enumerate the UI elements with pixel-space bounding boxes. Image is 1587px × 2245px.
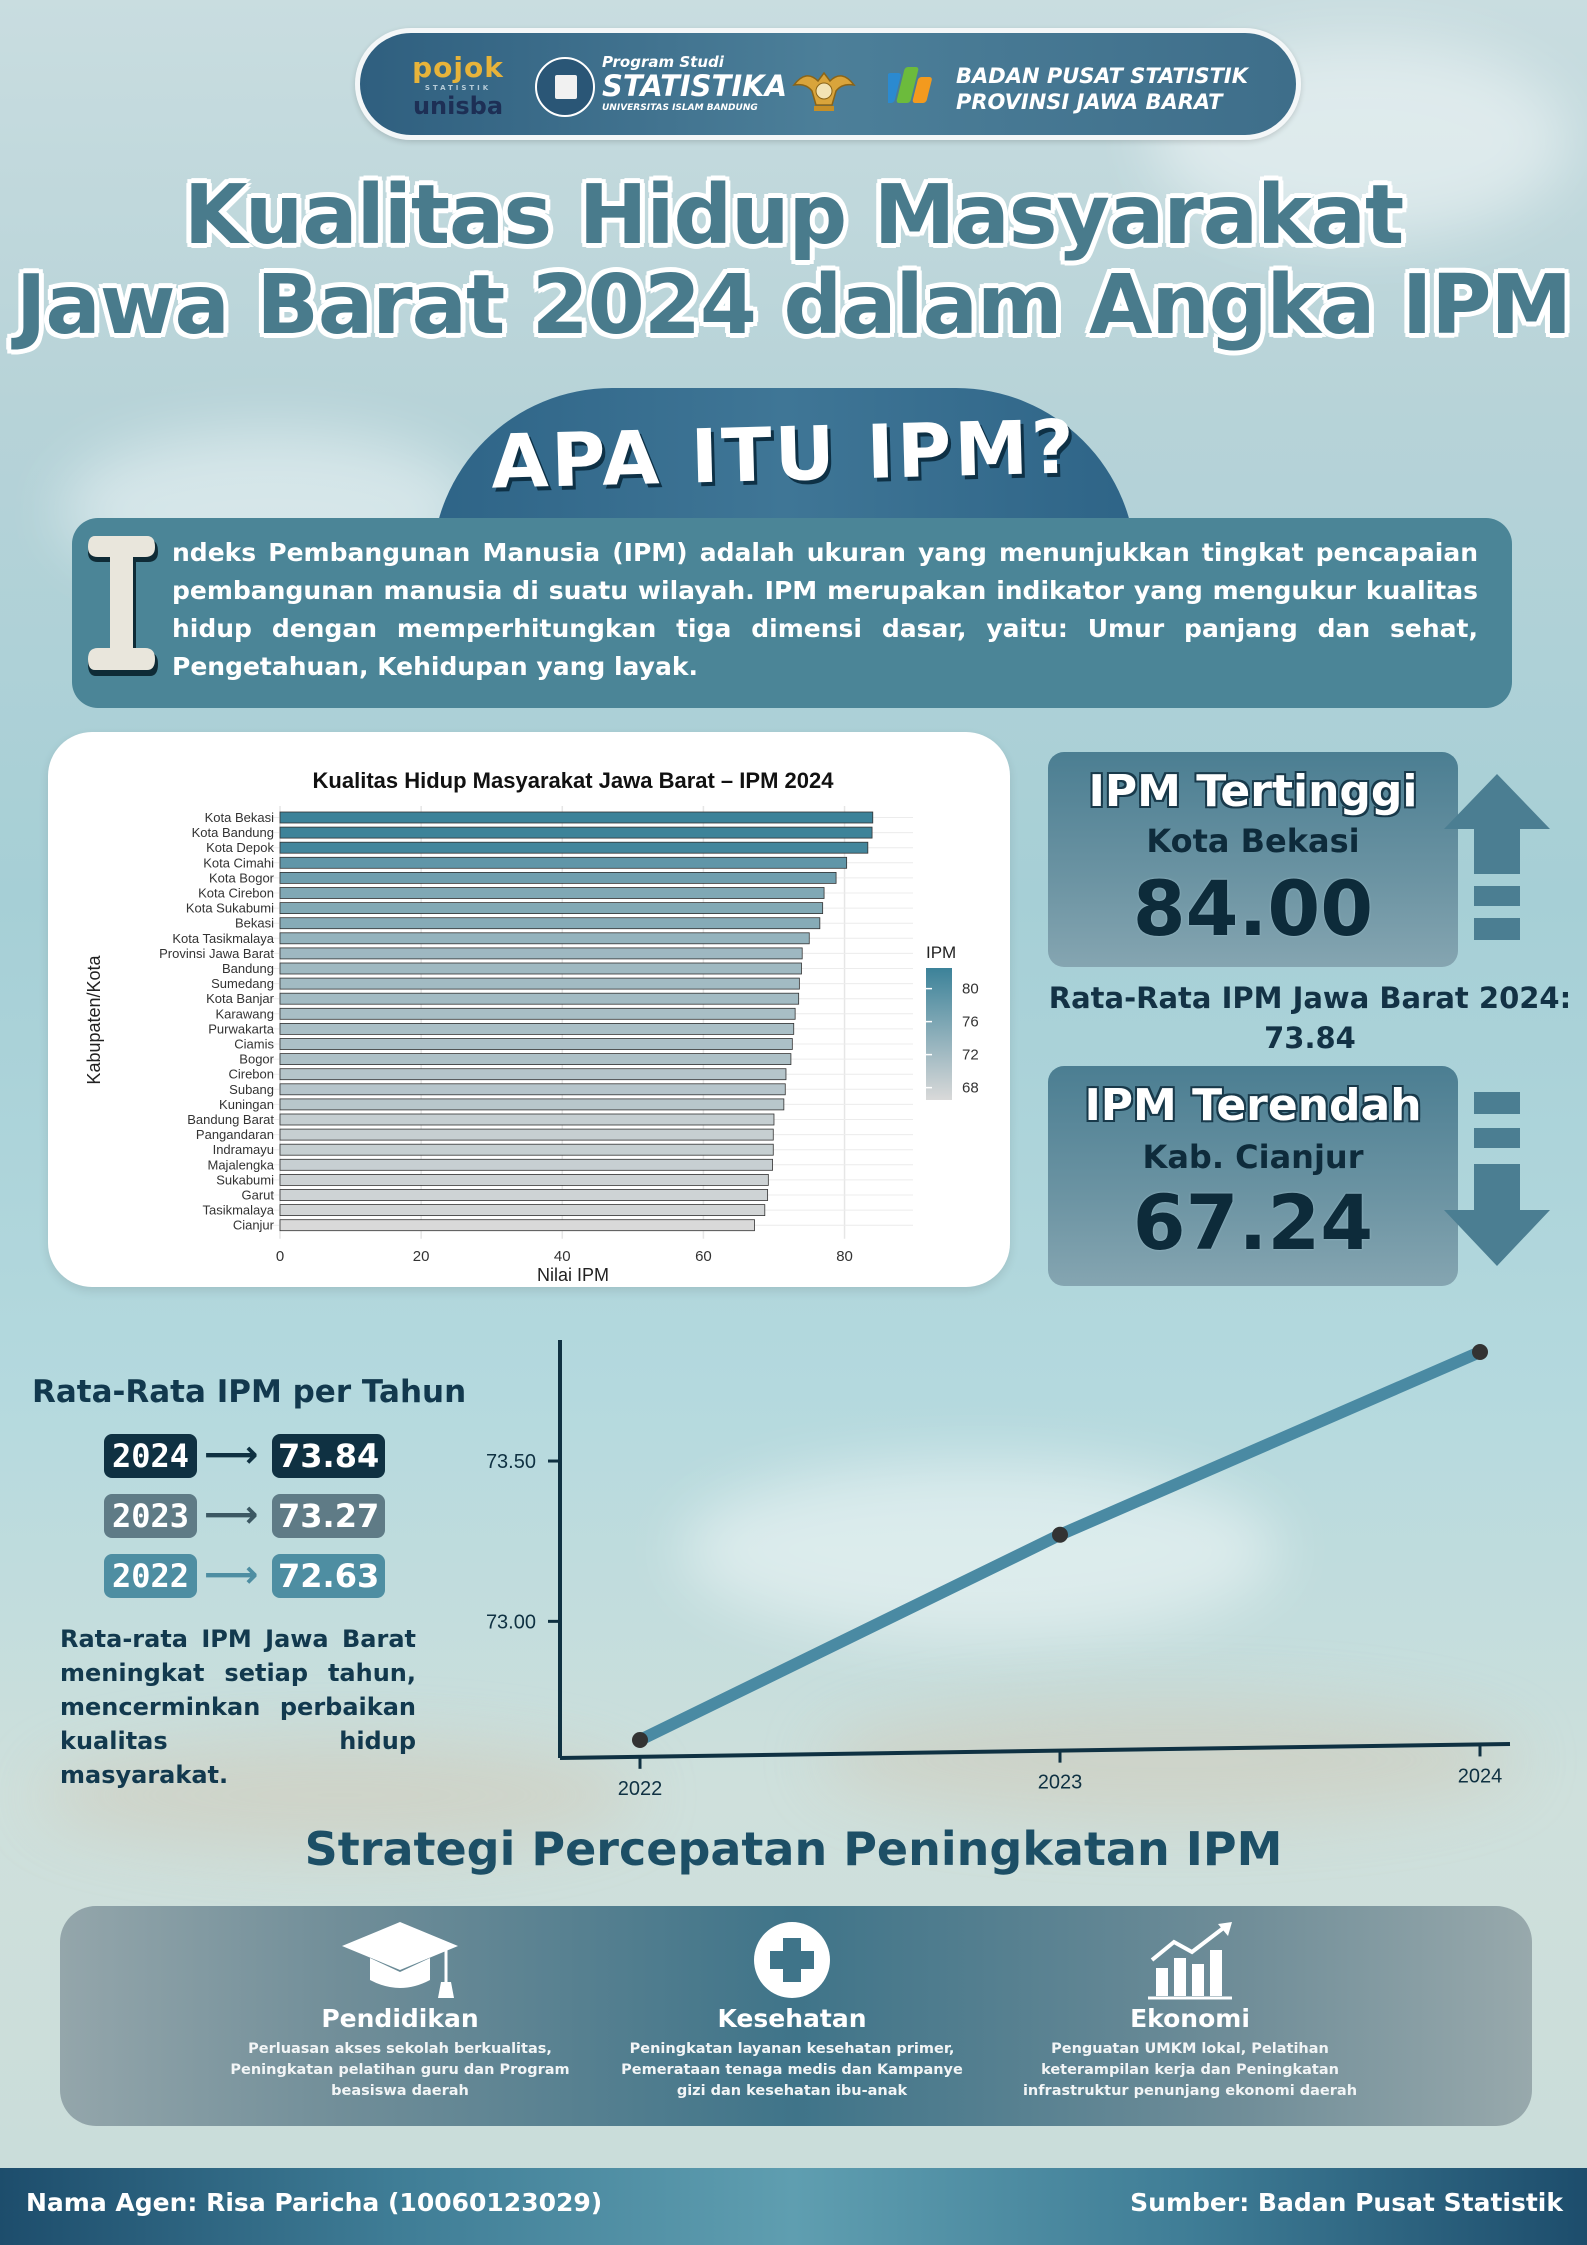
prodi-name: STATISTIKA [602,69,788,103]
arrow-down-icon [1444,1092,1550,1266]
year-value: 72.63 [272,1554,385,1598]
lowest-heading: IPM Terendah [1084,1080,1422,1131]
university-name: UNIVERSITAS ISLAM BANDUNG [602,103,758,113]
year-value: 73.27 [272,1494,385,1538]
bps-name-line2: PROVINSI JAWA BARAT [956,90,1223,114]
chart-bar [280,1190,768,1201]
arrow-right-icon: ⟶ [204,1492,259,1536]
medical-cross-icon [732,1920,852,2000]
chart-bar [280,903,823,914]
strategy-name: Pendidikan [321,2004,479,2033]
chart-bar [280,918,820,929]
lowest-value: 67.24 [1132,1178,1374,1267]
strategy-item-ekonomi [1010,1920,1370,2102]
chart-bar [280,1114,774,1125]
chart-category-label: Pangandaran [195,1127,274,1143]
chart-bar [280,1054,791,1065]
chart-bar [280,1144,773,1155]
chart-category-label: Kota Cirebon [198,885,274,901]
chart-category-label: Cianjur [232,1217,274,1233]
chart-x-tick-label: 0 [275,1247,285,1265]
garuda-emblem-icon [792,59,856,115]
chart-category-label: Kota Banjar [206,991,274,1007]
chart-bar [280,1220,755,1231]
arrow-right-icon: ⟶ [204,1432,259,1476]
strategy-description: Penguatan UMKM lokal, Pelatihan keterampilan kerja dan Peningkatan infrastruktur penunjang ekonomi daerah [1022,2041,1358,2099]
arrow-up-icon [1444,774,1550,948]
page-title-line2: Jawa Barat 2024 dalam Angka IPM [15,258,1572,353]
chart-bar [280,812,873,823]
unisba-logo-text: unisba [412,92,504,120]
ipm-definition-text: ndeks Pembangunan Manusia (IPM) adalah ukuran yang menunjukkan tingkat pencapaian pembangunan manusia di suatu wilayah. IPM merupakan indikator yang mengukur kualitas hidup dengan memperhitungkan tiga dimensi dasar, yaitu: Umur panjang dan sehat, Pengetahuan, Kehidupan yang layak. [172,538,1478,681]
chart-category-label: Provinsi Jawa Barat [159,945,274,961]
chart-bar [280,1174,768,1185]
chart-bar [280,1039,792,1050]
bps-name [956,63,1248,115]
chart-bar [280,888,824,899]
ipm-bar-chart [48,732,1010,1287]
chart-bar [280,1159,773,1170]
chart-category-label: Kota Bogor [208,870,274,886]
chart-x-tick-label: 20 [412,1247,430,1265]
chart-x-tick-label: 40 [553,1247,571,1265]
highest-region: Kota Bekasi [1146,822,1360,860]
line-chart-point [1472,1344,1488,1360]
chart-bar [280,1008,795,1019]
chart-x-axis-label: Nilai IPM [536,1265,610,1285]
chart-category-label: Garut [241,1187,274,1203]
chart-category-label: Tasikmalaya [202,1202,274,1218]
chart-bar [280,1084,785,1095]
chart-category-label: Subang [229,1081,274,1097]
definition-box [72,518,1512,708]
lowest-region: Kab. Cianjur [1142,1138,1364,1176]
intro-badge-label: APA ITU IPM? [489,404,1078,506]
highest-heading: IPM Tertinggi [1088,766,1418,817]
chart-x-tick-label: 60 [695,1247,712,1265]
year-label: 2023 [104,1494,197,1538]
chart-category-label: Cirebon [228,1066,274,1082]
chart-category-label: Purwakarta [208,1021,274,1037]
line-chart-x-tick-label: 2023 [1037,1771,1083,1794]
chart-bar [280,948,802,959]
pojok-logo-text: pojok [412,51,504,84]
page-title-line1: Kualitas Hidup Masyarakat [183,168,1404,263]
data-source: Sumber: Badan Pusat Statistik [1130,2188,1563,2217]
chart-category-label: Kota Sukabumi [185,900,274,916]
logo-bar [355,28,1301,140]
chart-color-legend [926,943,979,1100]
line-chart-x-tick-label: 2024 [1457,1765,1503,1788]
legend-title: IPM [926,943,957,962]
chart-category-label: Bogor [239,1051,274,1067]
chart-category-label: Sukabumi [216,1172,274,1188]
strategy-title: Strategi Percepatan Peningkatan IPM [304,1822,1283,1876]
chart-category-label: Ciamis [234,1036,274,1052]
average-note-value: 73.84 [1264,1021,1356,1055]
chart-bar [280,1069,786,1080]
line-chart-series-line [640,1352,1480,1740]
yearly-line-chart [470,1320,1530,1800]
legend-tick-label: 76 [962,1013,979,1031]
chart-category-label: Karawang [215,1006,274,1022]
average-note-label: Rata-Rata IPM Jawa Barat 2024: [1048,981,1572,1015]
chart-category-label: Indramayu [212,1142,274,1158]
bps-name-line1: BADAN PUSAT STATISTIK [956,64,1249,88]
chart-bar [280,978,799,989]
average-note [1040,978,1580,1058]
chart-bar [280,1205,765,1216]
chart-x-ticks [276,1248,853,1265]
chart-category-label: Kota Bekasi [204,810,274,825]
strategy-description: Peningkatan layanan kesehatan primer, Pemerataan tenaga medis dan Kampanye gizi dan kesehatan ibu-anak [621,2041,963,2099]
highest-ipm-box [1048,752,1458,967]
chart-bar [280,872,836,883]
pojok-logo-subtext: STATISTIK [424,84,492,92]
chart-category-label: Kota Depok [206,840,274,856]
chart-category-label: Bandung Barat [187,1112,274,1127]
legend-tick-label: 80 [962,980,979,998]
graduation-cap-icon [340,1920,460,2000]
bar-chart-card [48,732,1010,1287]
lowest-ipm-box [1048,1066,1458,1286]
line-chart-point [1052,1527,1068,1543]
chart-category-label: Sumedang [211,976,274,992]
strategy-name: Kesehatan [717,2004,867,2033]
line-chart-y-tick-label: 73.00 [485,1611,536,1634]
line-chart-x-tick-label: 2022 [617,1777,663,1800]
chart-category-label: Kota Cimahi [203,855,274,871]
chart-bar [280,1129,773,1140]
strategy-box [60,1906,1532,2126]
chart-bar [280,963,801,974]
chart-bar [280,857,847,868]
strategy-name: Ekonomi [1130,2004,1250,2033]
footer [0,2168,1587,2245]
prodi-label: Program Studi [602,53,724,71]
chart-bar [280,933,809,944]
chart-bar [280,842,868,853]
chart-category-label: Bekasi [234,915,274,931]
chart-category-label: Kuningan [219,1096,274,1112]
yearly-note: Rata-rata IPM Jawa Barat meningkat setiap tahun, mencerminkan perbaikan kualitas hidup masyarakat. [60,1625,416,1789]
unisba-seal-icon [535,57,595,117]
line-chart-series [632,1344,1488,1748]
strategy-item-kesehatan [612,1920,972,2102]
chart-x-tick-label: 80 [836,1247,853,1265]
arrow-right-icon: ⟶ [204,1552,259,1596]
highest-value: 84.00 [1132,864,1374,953]
chart-bar [280,827,872,838]
chart-bar [280,1023,794,1034]
drop-cap-i-icon [88,532,158,682]
chart-category-label: Bandung [221,961,274,976]
chart-category-label: Kota Tasikmalaya [172,930,274,946]
line-chart-y-tick-label: 73.50 [485,1451,536,1474]
year-value: 73.84 [272,1434,385,1478]
prodi-statistika-logo [602,55,787,113]
chart-y-axis-label: Kabupaten/Kota [84,955,104,1085]
line-chart-point [632,1732,648,1748]
chart-category-label: Kota Bandung [191,825,274,841]
chart-bar [280,993,799,1004]
chart-bar [280,1099,784,1110]
line-chart-x-axis [560,1744,1510,1758]
legend-tick-label: 68 [962,1079,979,1097]
year-label: 2022 [104,1554,197,1598]
chart-title: Kualitas Hidup Masyarakat Jawa Barat – IPM 2024 [312,768,834,793]
year-label: 2024 [104,1434,197,1478]
agent-name: Nama Agen: Risa Paricha (10060123029) [26,2188,603,2217]
chart-category-label: Majalengka [207,1157,274,1173]
growth-chart-icon [1130,1920,1250,2000]
pojok-statistik-logo [412,51,504,120]
yearly-title: Rata-Rata IPM per Tahun [32,1374,467,1410]
bps-logo-icon [888,63,942,111]
legend-tick-label: 72 [962,1046,979,1064]
strategy-item-pendidikan [220,1920,580,2102]
chart-category-labels [159,810,275,1233]
strategy-description: Perluasan akses sekolah berkualitas, Peningkatan pelatihan guru dan Program beasiswa daerah [230,2041,570,2099]
